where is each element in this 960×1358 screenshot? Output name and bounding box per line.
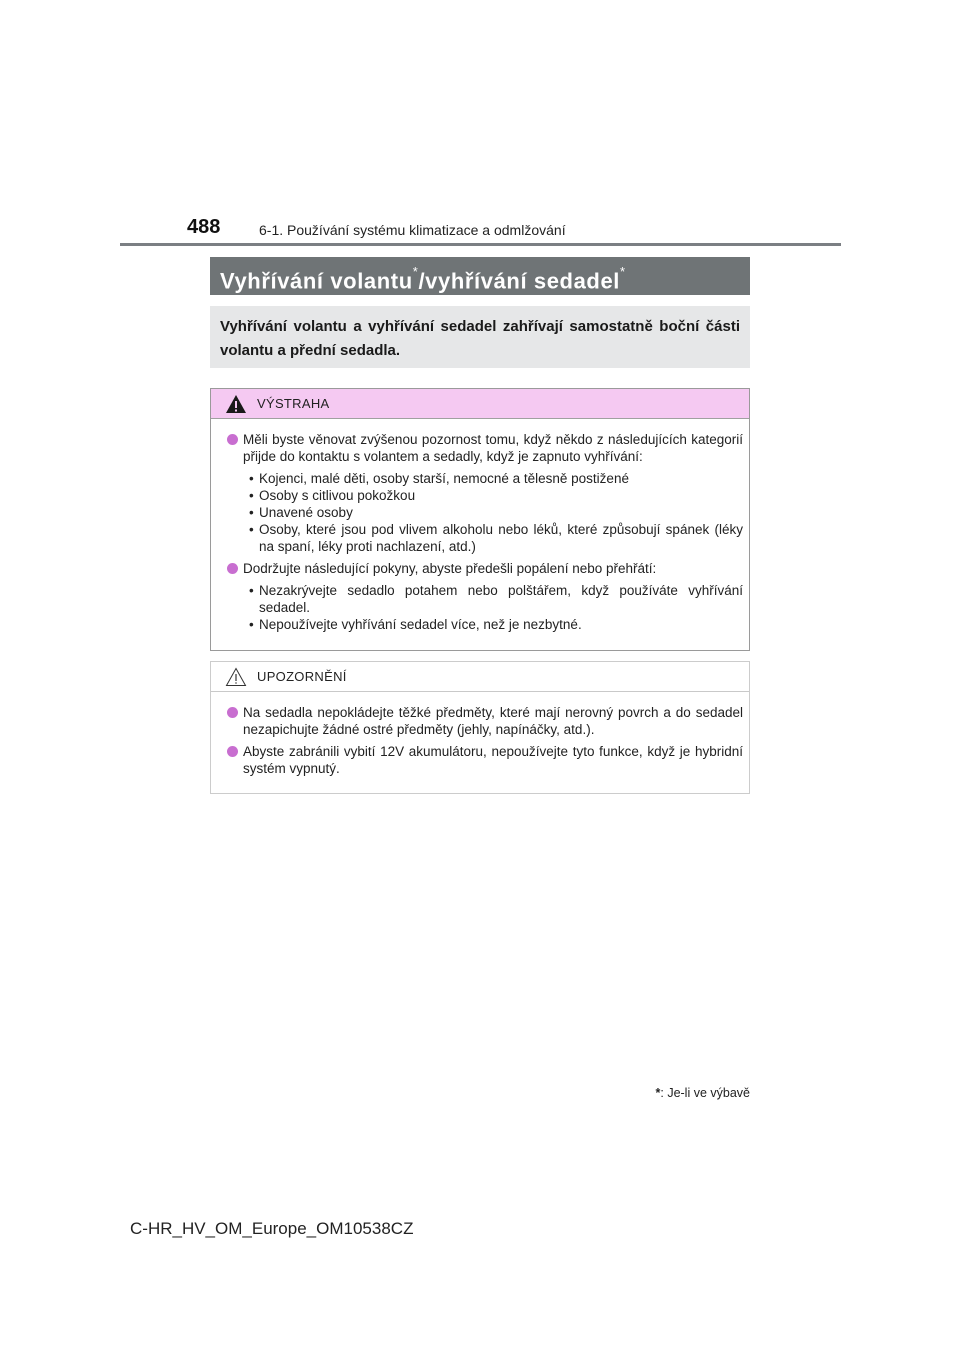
warning-item-text: Měli byste věnovat zvýšenou pozornost tomu, když někdo z následujících kategorií přijde do kontaktu s volantem a sedadly, když je zapnuto vyhřívání:	[243, 432, 743, 464]
page-number: 488	[187, 216, 221, 238]
warning-sublist	[227, 470, 743, 555]
warning-subitem	[243, 470, 743, 487]
warning-subitem-text: Osoby s citlivou pokožkou	[259, 488, 416, 503]
bullet-mark: •	[249, 583, 254, 598]
warning-subitem-text: Nepoužívejte vyhřívání sedadel více, než je nezbytné.	[259, 617, 582, 632]
warning-subitem	[243, 616, 743, 633]
caution-body	[211, 692, 749, 777]
warning-item	[227, 431, 743, 465]
footnote-text: : Je-li ve výbavě	[660, 1086, 750, 1100]
section-title: 6-1. Používání systému klimatizace a odmlžování	[259, 222, 566, 238]
warning-item	[227, 560, 743, 577]
warning-subitem-text: Unavené osoby	[259, 505, 353, 520]
caution-box	[210, 661, 750, 794]
title-star-2: *	[620, 264, 626, 279]
footnote-star: *	[655, 1086, 661, 1100]
warning-triangle-icon	[225, 394, 247, 414]
document-id: C-HR_HV_OM_Europe_OM10538CZ	[130, 1219, 414, 1238]
header-rule	[120, 243, 841, 246]
title-part-1: Vyhřívání volantu	[220, 268, 413, 294]
title-star-1: *	[412, 264, 419, 279]
warning-subitem	[243, 521, 743, 555]
bullet-mark: •	[249, 505, 254, 520]
caution-label: UPOZORNĚNÍ	[257, 669, 347, 684]
warning-label: VÝSTRAHA	[257, 396, 330, 411]
warning-body	[211, 419, 749, 633]
bullet-dot-icon	[227, 707, 238, 718]
caution-triangle-icon	[225, 667, 247, 687]
intro-box: Vyhřívání volantu a vyhřívání sedadel zahřívají samostatně boční části volantu a přední sedadla.	[210, 306, 750, 368]
warning-item-text: Dodržujte následující pokyny, abyste předešli popálení nebo přehřátí:	[243, 561, 657, 576]
warning-subitem	[243, 504, 743, 521]
caution-item-text: Abyste zabránili vybití 12V akumulátoru, nepoužívejte tyto funkce, když je hybridní systém vypnutý.	[243, 744, 743, 776]
caution-header	[211, 662, 749, 692]
bullet-dot-icon	[227, 563, 238, 574]
warning-sublist	[227, 582, 743, 633]
warning-subitem	[243, 582, 743, 616]
caution-item	[227, 743, 743, 777]
footnote	[656, 1086, 751, 1100]
bullet-mark: •	[249, 471, 254, 486]
warning-subitem	[243, 487, 743, 504]
bullet-mark: •	[249, 522, 254, 537]
page-title	[210, 257, 750, 295]
warning-subitem-text: Osoby, které jsou pod vlivem alkoholu nebo léků, které způsobují spánek (léky na spaní, léky proti nachlazení, atd.)	[259, 522, 743, 554]
warning-header	[211, 389, 749, 419]
caution-item-text: Na sedadla nepokládejte těžké předměty, které mají nerovný povrch a do sedadel nezapichujte žádné ostré předměty (jehly, napínáčky, atd.).	[243, 705, 743, 737]
title-part-2: /vyhřívání sedadel	[418, 268, 620, 294]
warning-subitem-text: Nezakrývejte sedadlo potahem nebo polštářem, když používáte vyhřívání sedadel.	[259, 583, 743, 615]
warning-subitem-text: Kojenci, malé děti, osoby starší, nemocné a tělesně postižené	[259, 471, 629, 486]
bullet-mark: •	[249, 617, 254, 632]
caution-item	[227, 704, 743, 738]
bullet-dot-icon	[227, 746, 238, 757]
bullet-mark: •	[249, 488, 254, 503]
bullet-dot-icon	[227, 434, 238, 445]
warning-box	[210, 388, 750, 651]
